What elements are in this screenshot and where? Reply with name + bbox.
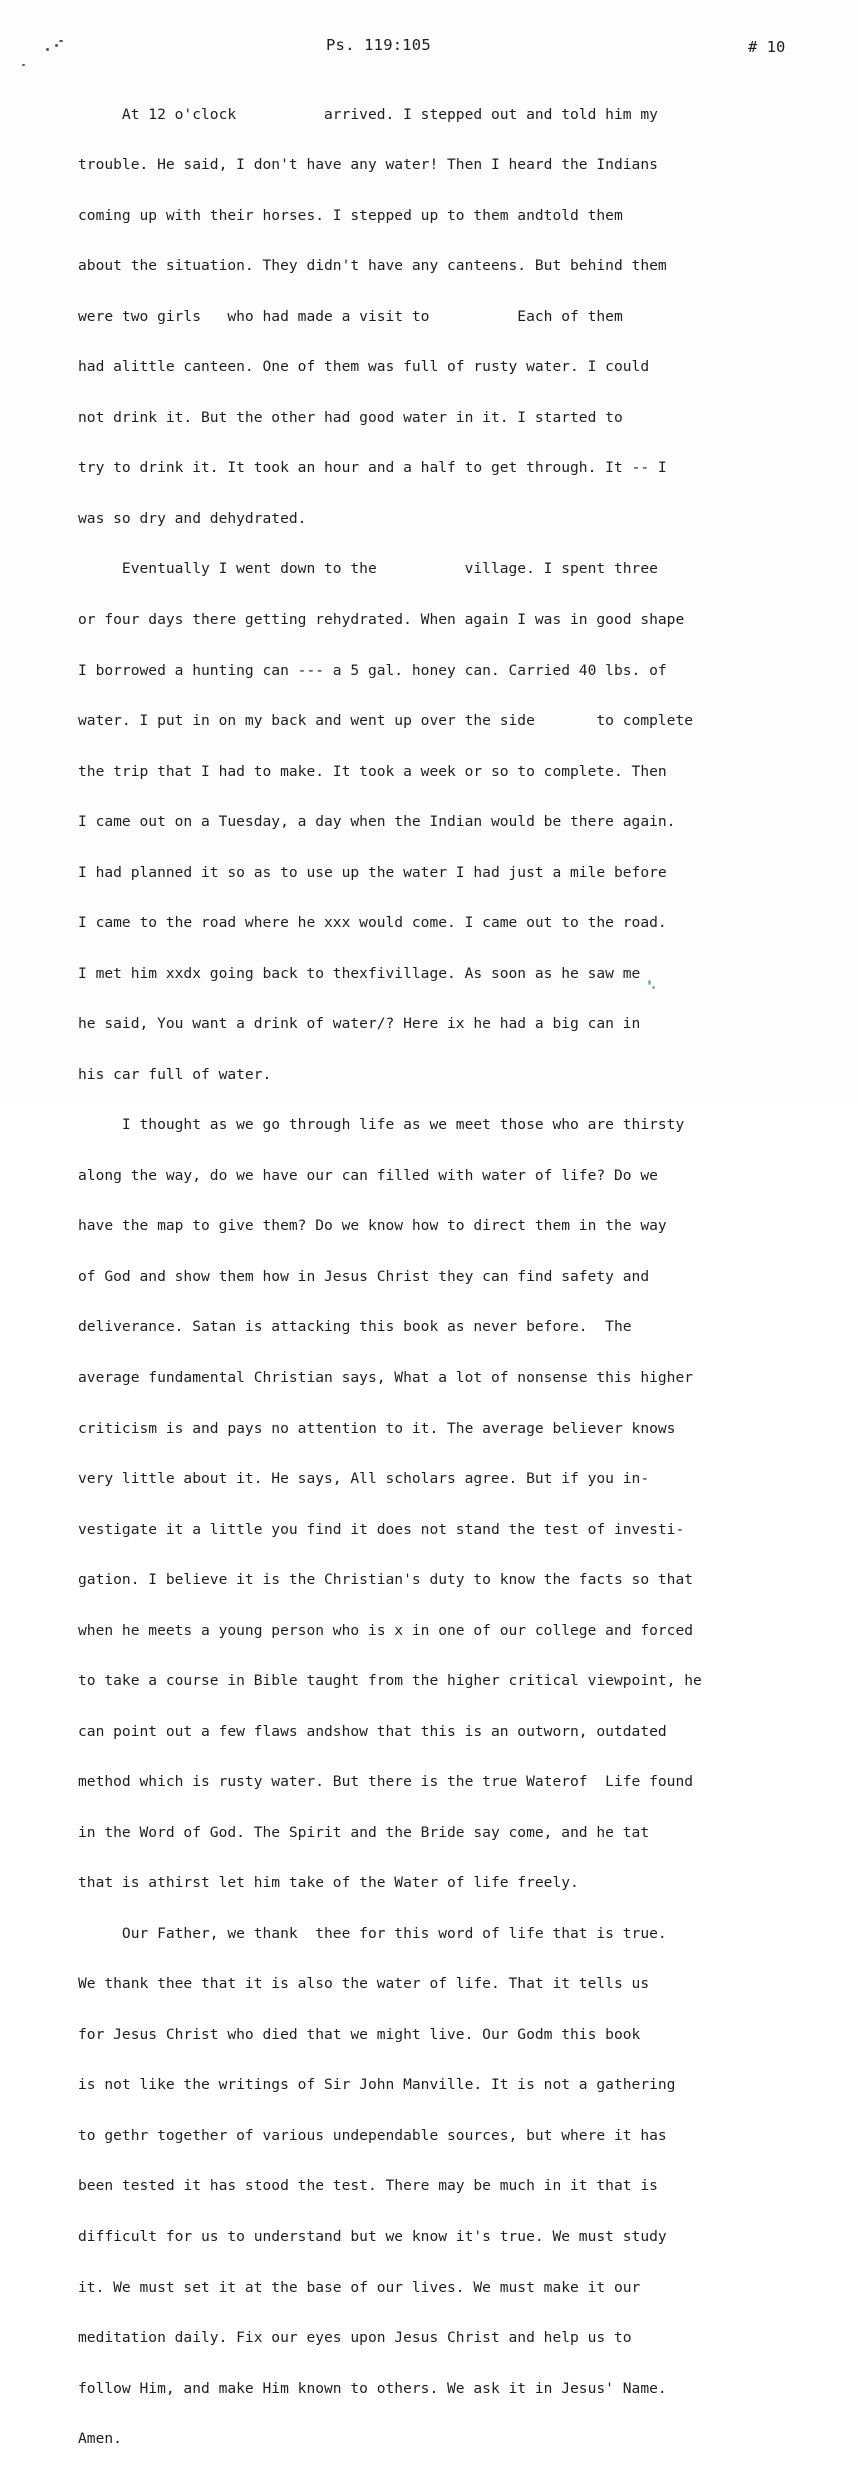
- text-line: coming up with their horses. I stepped up to them andtold them: [78, 206, 623, 224]
- text-line: to gethr together of various undependable sources, but where it has: [78, 2126, 667, 2144]
- body-text: [78, 73, 838, 2482]
- page-number: # 10: [748, 38, 786, 56]
- text-line: average fundamental Christian says, What a lot of nonsense this higher: [78, 1368, 694, 1386]
- page-title: Ps. 119:105: [326, 36, 431, 54]
- text-line: were two girls who had made a visit to Each of them: [78, 307, 623, 325]
- ink-speck: [55, 44, 58, 47]
- text-line: criticism is and pays no attention to it. The average believer knows: [78, 1419, 676, 1437]
- text-line: or four days there getting rehydrated. When again I was in good shape: [78, 611, 685, 628]
- text-line: not drink it. But the other had good water in it. I started to: [78, 408, 623, 426]
- ink-speck: [59, 40, 63, 42]
- ink-speck: [22, 64, 25, 66]
- text-line: water. I put in on my back and went up over the side to complete: [78, 712, 694, 730]
- text-line: when he meets a young person who is x in one of our college and forced: [78, 1621, 694, 1639]
- text-line: is not like the writings of Sir John Manville. It is not a gathering: [78, 2076, 676, 2094]
- text-line: try to drink it. It took an hour and a half to get through. It -- I: [78, 459, 667, 477]
- text-line: he said, You want a drink of water/? Here ix he had a big can in: [78, 1015, 641, 1033]
- text-line: was so dry and dehydrated.: [78, 509, 307, 527]
- text-line: I came to the road where he xxx would come. I came out to the road.: [78, 914, 667, 932]
- text-line: I borrowed a hunting can --- a 5 gal. honey can. Carried 40 lbs. of: [78, 661, 667, 679]
- text-line: it. We must set it at the base of our lives. We must make it our: [78, 2278, 641, 2296]
- text-line: to take a course in Bible taught from the higher critical viewpoint, he: [78, 1672, 702, 1690]
- text-line: in the Word of God. The Spirit and the Bride say come, and he tat: [78, 1823, 650, 1841]
- text-line: have the map to give them? Do we know how to direct them in the way: [78, 1217, 667, 1235]
- text-line: Eventually I went down to the village. I spent three: [78, 560, 658, 578]
- text-line: meditation daily. Fix our eyes upon Jesus Christ and help us to: [78, 2329, 632, 2347]
- text-line: At 12 o'clock arrived. I stepped out and told him my: [78, 105, 658, 123]
- text-line: deliverance. Satan is attacking this book as never before. The: [78, 1318, 632, 1336]
- text-line: I met him xxdx going back to thexfivillage. As soon as he saw me: [78, 964, 641, 982]
- text-line: had alittle canteen. One of them was full of rusty water. I could: [78, 358, 650, 376]
- text-line: of God and show them how in Jesus Christ they can find safety and: [78, 1267, 650, 1285]
- text-line: I came out on a Tuesday, a day when the Indian would be there again.: [78, 813, 676, 831]
- text-line: been tested it has stood the test. There may be much in it that is: [78, 2177, 658, 2195]
- text-line: Amen.: [78, 2430, 122, 2448]
- text-line: the trip that I had to make. It took a week or so to complete. Then: [78, 762, 667, 780]
- text-line: I had planned it so as to use up the water I had just a mile before: [78, 863, 667, 881]
- text-line: vestigate it a little you find it does not stand the test of investi-: [78, 1520, 685, 1538]
- text-line: along the way, do we have our can filled with water of life? Do we: [78, 1166, 658, 1184]
- text-line: We thank thee that it is also the water of life. That it tells us: [78, 1975, 650, 1993]
- text-line: that is athirst let him take of the Water of life freely.: [78, 1874, 579, 1892]
- text-line: very little about it. He says, All scholars agree. But if you in-: [78, 1470, 650, 1488]
- text-line: trouble. He said, I don't have any water! Then I heard the Indians: [78, 156, 658, 174]
- text-line: about the situation. They didn't have any canteens. But behind them: [78, 257, 667, 275]
- text-line: for Jesus Christ who died that we might live. Our Godm this book: [78, 2025, 641, 2043]
- text-line: his car full of water.: [78, 1065, 272, 1083]
- text-line: Our Father, we thank thee for this word of life that is true.: [78, 1924, 667, 1942]
- text-line: method which is rusty water. But there is the true Waterof Life found: [78, 1773, 694, 1791]
- text-line: gation. I believe it is the Christian's duty to know the facts so that: [78, 1571, 694, 1589]
- text-line: difficult for us to understand but we know it's true. We must study: [78, 2228, 667, 2245]
- text-line: can point out a few flaws andshow that this is an outworn, outdated: [78, 1722, 667, 1740]
- text-line: I thought as we go through life as we meet those who are thirsty: [78, 1116, 685, 1134]
- text-line: follow Him, and make Him known to others. We ask it in Jesus' Name.: [78, 2379, 667, 2397]
- ink-speck: [46, 48, 49, 51]
